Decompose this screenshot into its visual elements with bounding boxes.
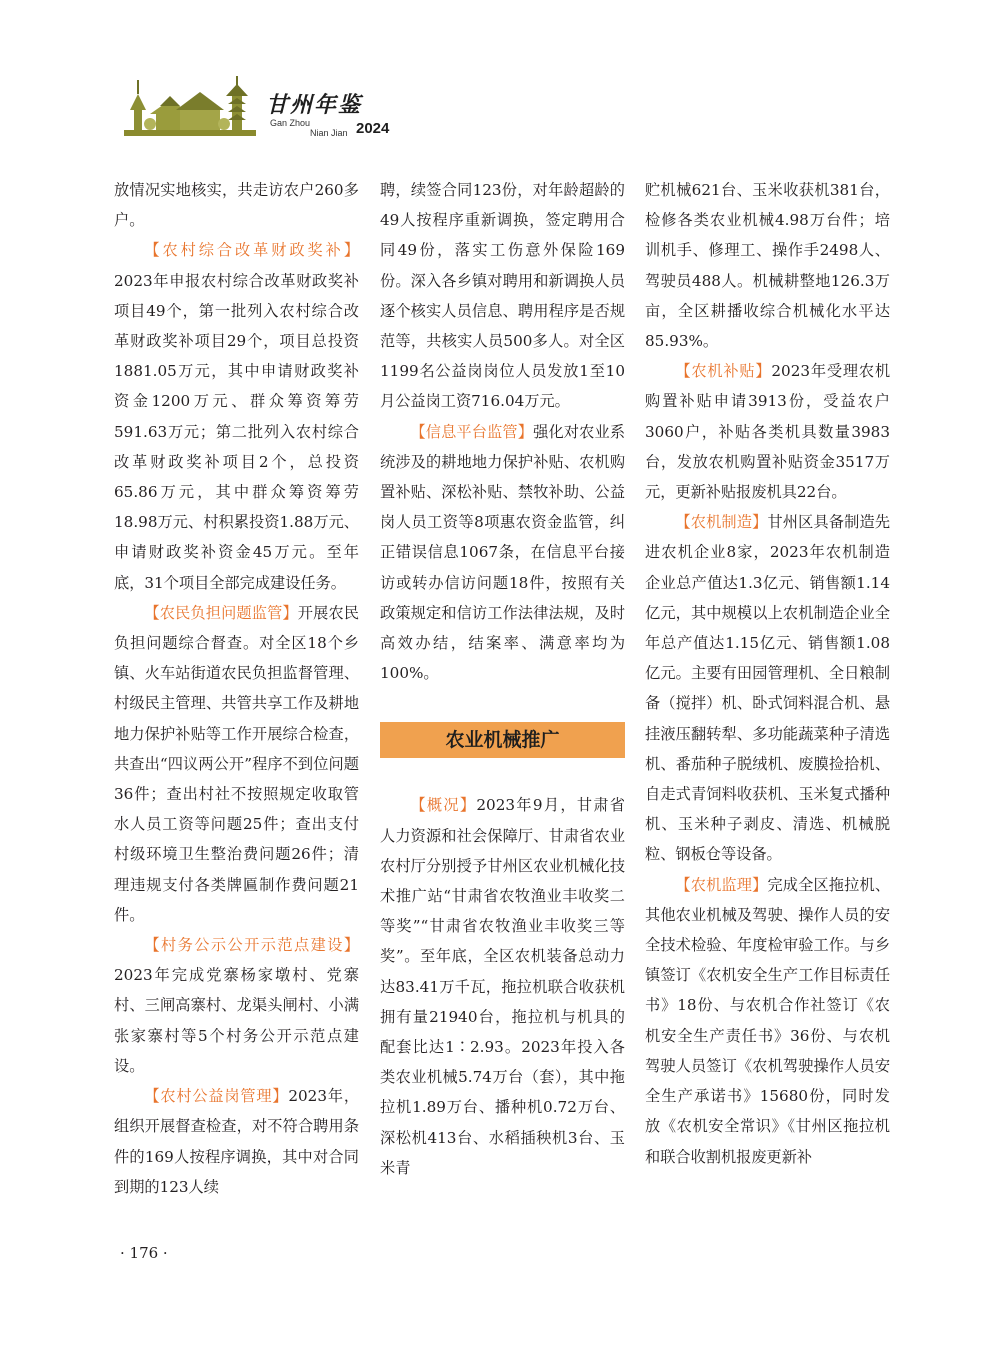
paragraph [645,507,890,869]
paragraph-body: 甘州区具备制造先进农机企业8家，2023年农机制造企业总产值达1.3亿元、销售额1.14亿元，其中规模以上农机制造企业全年总产值达1.15亿元、销售额1.08亿元。主要有田园管理机、全日粮制备（搅拌）机、卧式饲料混合机、悬挂液压翻转犁、多功能蔬菜种子清选机、番茄种子脱绒机、废膜捡拾机、自走式青饲料收获机、玉米复式播种机、玉米种子剥皮、清选、机械脱粒、钢板仓等设备。 [645,513,891,864]
page-header [120,74,420,144]
section-keyword: 【信息平台监管】 [410,422,534,441]
paragraph: 贮机械621台、玉米收获机381台，检修各类农业机械4.98万台件；培训机手、修理工、操作手2498人、驾驶员488人。机械耕整地126.3万亩，全区耕播收综合机械化水平达85.93%。 [645,181,890,351]
yearbook-title-en-1: Gan Zhou [270,118,311,128]
paragraph-body: 2023年申报农村综合改革财政奖补项目49个，第一批列入农村综合改革财政奖补项目29个，项目总投资1881.05万元，其中申请财政奖补资金1200万元、群众筹资筹劳591.63万元；第二批列入农村综合改革财政奖补项目2个，总投资65.86万元，其中群众筹资筹劳18.98万元、村积累投资1.88万元、申请财政奖补资金45万元。至年底，31个项目全部完成建设任务。 [114,271,359,592]
section-keyword: 【农机制造】 [675,513,768,532]
paragraph: 放情况实地核实，共走访农户260多户。 [114,181,359,230]
paragraph: 聘，续签合同123份，对年龄超龄的49人按程序重新调换，签定聘用合同49份，落实工伤意外保险169份。深入各乡镇对聘用和新调换人员逐个核实人员信息、聘用程序是否规范等，共核实人员500多人。对全区1199名公益岗岗位人员发放1至10月公益岗工资716.04万元。 [380,181,625,411]
paragraph-body: 2023年9月，甘肃省人力资源和社会保障厅、甘肃省农业农村厅分别授予甘州区农业机械化技术推广站“甘肃省农牧渔业丰收奖二等奖”“甘肃省农牧渔业丰收奖三等奖”。至年底，全区农机装备总动力达83.41万千瓦，拖拉机联合收获机拥有量21940台，拖拉机与机具的配套比达1∶2.93。2023年投入各类农业机械5.74万台（套），其中拖拉机1.89万台、播种机0.72万台、深松机413台、水稻插秧机3台、玉米青 [380,796,625,1177]
section-keyword: 【农村公益岗管理】 [144,1087,289,1106]
yearbook-title: 甘州年鉴 [266,92,363,118]
paragraph [645,870,890,1172]
paragraph [114,930,359,1081]
yearbook-title-en-2: Nian Jian [310,128,348,138]
section-keyword: 【概况】 [410,796,477,815]
column-1 [114,175,359,1202]
paragraph-body: 2023年，组织开展督查检查，对不符合聘用条件的169人按程序调换，其中对合同到期的123人续 [114,1087,360,1196]
temple-pagoda-logo-icon [120,74,260,140]
paragraph-body: 开展农民负担问题综合督查。对全区18个乡镇、火车站街道农民负担监督管理、村级民主管理、共管共享工作及耕地地力保护补贴等工作开展综合检查，共查出“四议两公开”程序不到位问题36件；查出村社不按照规定收取管水人员工资等问题25件；查出支付村级环境卫生整治费问题26件；清理违规支付各类牌匾制作费问题21件。 [114,603,360,924]
column-3 [645,175,890,1172]
paragraph [114,1081,359,1202]
paragraph [114,598,359,930]
paragraph [380,790,625,1183]
paragraph-body: 2023年完成党寨杨家墩村、党寨村、三闸高寨村、龙渠头闸村、小满张家寨村等5个村务公开示范点建设。 [114,966,359,1075]
paragraph-body: 2023年受理农机购置补贴申请3913份，受益农户3060户，补贴各类机具数量3983台，发放农机购置补贴资金3517万元，更新补贴报废机具22台。 [645,362,891,502]
section-title: 农业机械推广 [380,722,625,758]
paragraph-body: 完成全区拖拉机、其他农业机械及驾驶、操作人员的安全技术检验、年度检审验工作。与乡镇签订《农机安全生产工作目标责任书》18份、与农机合作社签订《农机安全生产责任书》36份、与农机驾驶人员签订《农机驾驶操作人员安全生产承诺书》15680份，同时发放《农机安全常识》《甘州区拖拉机和联合收割机报废更新补 [645,875,891,1166]
section-keyword: 【农机补贴】 [675,362,772,381]
section-keyword: 【农民负担问题监管】 [144,603,298,622]
section-keyword: 【村务公示公开示范点建设】 [144,936,359,955]
paragraph [380,417,625,689]
section-keyword: 【农村综合改革财政奖补】 [144,241,359,260]
paragraph-body: 强化对农业系统涉及的耕地地力保护补贴、农机购置补贴、深松补贴、禁牧补助、公益岗人员工资等8项惠农资金监管，纠正错误信息1067条，在信息平台接访或转办信访问题18件，按照有关政策规定和信访工作法律法规，及时高效办结，结案率、满意率均为100%。 [380,422,626,683]
paragraph [114,235,359,597]
section-keyword: 【农机监理】 [675,875,768,894]
paragraph [645,356,890,507]
page-number: · 176 · [120,1244,168,1262]
yearbook-year: 2024 [356,120,390,137]
column-2 [380,175,625,1183]
